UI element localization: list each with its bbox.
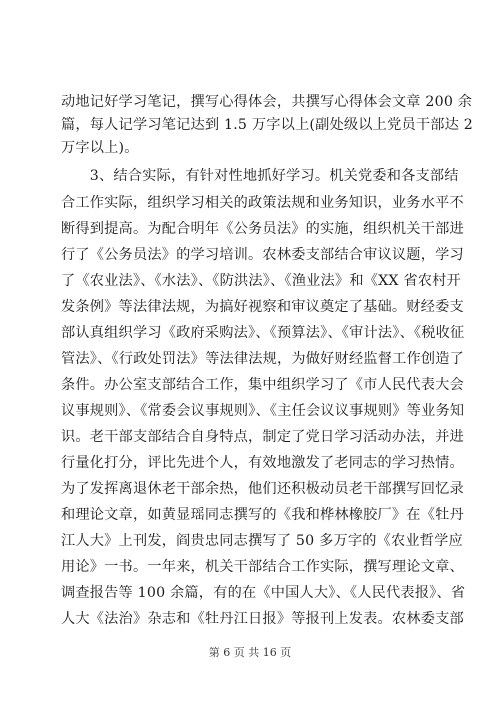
text-line: 篇，每人记学习笔记达到 1.5 万字以上(副处级以上党员干部达 2 — [61, 117, 473, 133]
text-line: 动地记好学习笔记，撰写心得体会，共撰写心得体会文章 200 余 — [61, 94, 473, 110]
text-line: 江人大》上刊发，阎贵忠同志撰写了 50 多万字的《农业哲学应 — [61, 533, 463, 549]
text-line: 议事规则》、《常委会议事规则》、《主任会议议事规则》等业务知 — [61, 403, 465, 419]
text-line: 为了发挥离退休老干部余热，他们还积极动员老干部撰写回忆录 — [61, 481, 464, 497]
page-footer — [0, 646, 500, 660]
text-line: 识。老干部支部结合自身特点，制定了党日学习活动办法，并进 — [61, 429, 464, 445]
text-line: 3、结合实际，有针对性地抓好学习。机关党委和各支部结 — [61, 168, 459, 184]
text-line: 条件。办公室支部结合工作，集中组织学习了《市人民代表大会 — [61, 377, 464, 393]
text-line: 用论》一书。一年来，机关干部结合工作实际，撰写理论文章、 — [61, 559, 464, 575]
text-line: 部认真组织学习《政府采购法》、《预算法》、《审计法》、《税收征 — [61, 325, 465, 341]
text-line: 行了《公务员法》的学习培训。农林委支部结合审议议题，学习 — [61, 247, 464, 263]
text-line: 人大《法治》杂志和《牡丹江日报》等报刊上发表。农林委支部 — [61, 611, 464, 627]
text-line: 断得到提高。为配合明年《公务员法》的实施，组织机关干部进 — [61, 221, 464, 237]
text-line: 和理论文章，如黄显瑶同志撰写的《我和桦林橡胶厂》在《牡丹 — [61, 507, 464, 523]
text-line: 调查报告等 100 余篇，有的在《中国人大》、《人民代表报》、省 — [61, 585, 466, 601]
text-line: 行量化打分，评比先进个人，有效地激发了老同志的学习热情。 — [61, 455, 464, 471]
page-number-label: 第 6 页 共 16 页 — [208, 646, 292, 659]
text-line: 发条例》等法律法规，为搞好视察和审议奠定了基础。财经委支 — [61, 299, 464, 315]
text-line: 了《农业法》、《水法》、《防洪法》、《渔业法》和《XX 省农村开 — [61, 273, 461, 289]
text-line: 合工作实际，组织学习相关的政策法规和业务知识，业务水平不 — [61, 195, 464, 211]
text-line: 管法》、《行政处罚法》等法律法规，为做好财经监督工作创造了 — [61, 351, 465, 367]
text-line: 万字以上)。 — [61, 140, 139, 156]
